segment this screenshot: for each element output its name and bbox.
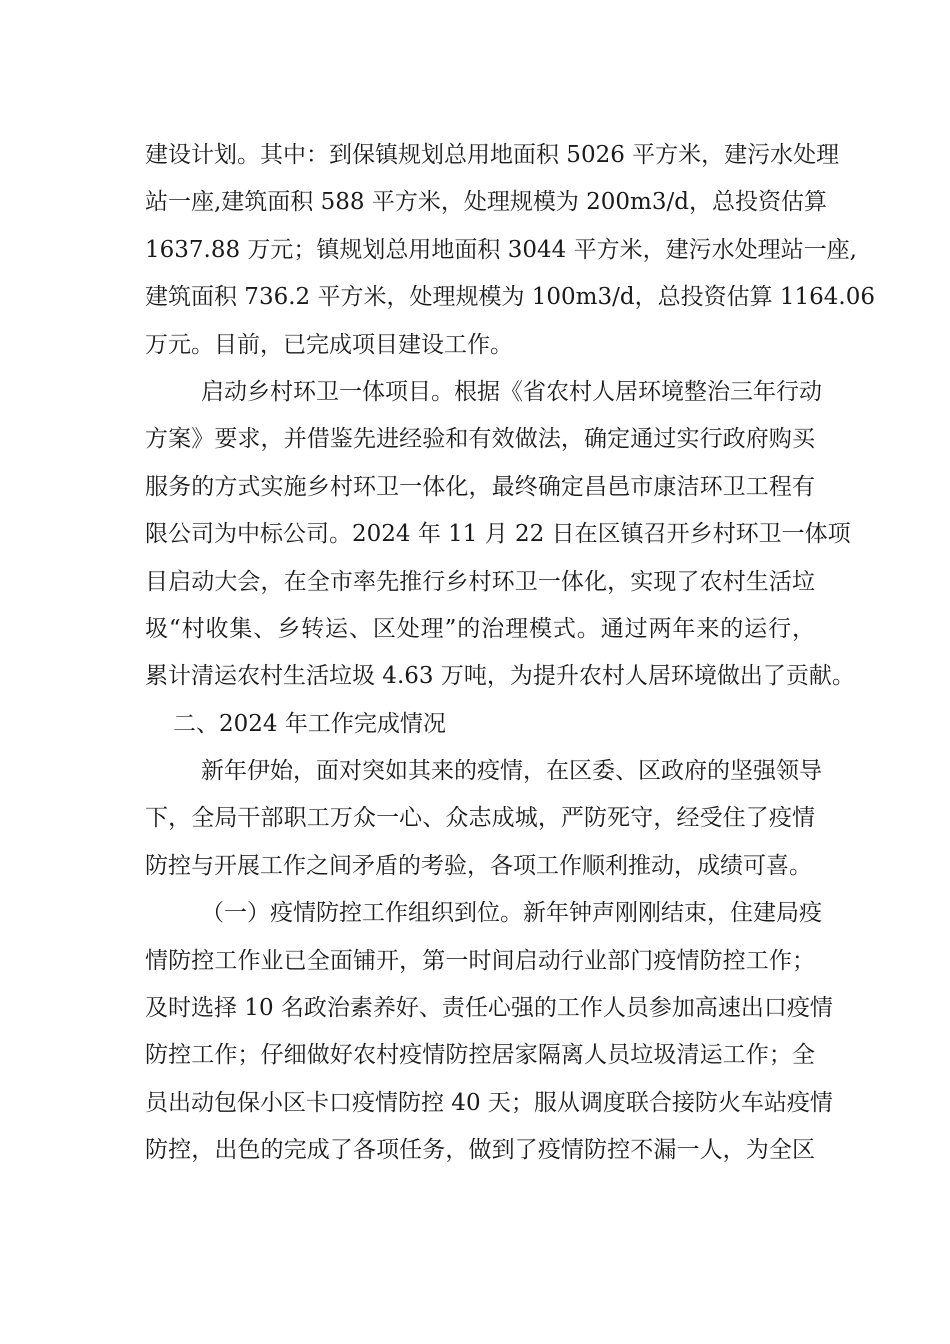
- text-line: 累计清运农村生活垃圾 4.63 万吨，为提升农村人居环境做出了贡献。: [145, 663, 855, 690]
- text-line: 万元。目前，已完成项目建设工作。: [145, 331, 513, 358]
- text-line: 防控，出色的完成了各项任务，做到了疫情防控不漏一人，为全区: [145, 1137, 815, 1164]
- text-line: 下，全局干部职工万众一心、众志成城，严防死守，经受住了疫情: [145, 805, 815, 832]
- text-line: 新年伊始，面对突如其来的疫情，在区委、区政府的坚强领导: [201, 758, 822, 785]
- text-line: 目启动大会，在全市率先推行乡村环卫一体化，实现了农村生活垃: [145, 568, 815, 595]
- text-line: 站一座,建筑面积 588 平方米，处理规模为 200m3/d，总投资估算: [145, 189, 827, 216]
- text-line: 防控与开展工作之间矛盾的考验，各项工作顺利推动，成绩可喜。: [145, 852, 812, 879]
- text-line: 情防控工作业已全面铺开，第一时间启动行业部门疫情防控工作；: [145, 947, 815, 974]
- text-line: 及时选择 10 名政治素养好、责任心强的工作人员参加高速出口疫情: [145, 995, 833, 1022]
- text-line: 服务的方式实施乡村环卫一体化，最终确定昌邑市康洁环卫工程有: [145, 473, 815, 500]
- text-line: 圾“村收集、乡转运、区处理”的治理模式。通过两年来的运行，: [145, 615, 815, 642]
- paragraph-project-construction: [145, 132, 876, 369]
- paragraph-sanitation-project: [145, 369, 855, 701]
- text-line: 员出动包保小区卡口疫情防控 40 天；服从调度联合接防火车站疫情: [145, 1089, 833, 1116]
- paragraph-new-year-overview: [145, 748, 822, 890]
- text-line: 启动乡村环卫一体项目。根据《省农村人居环境整治三年行动: [201, 378, 822, 405]
- text-line: 限公司为中标公司。2024 年 11 月 22 日在区镇召开乡村环卫一体项: [145, 521, 851, 548]
- section-heading: [145, 701, 815, 748]
- document-body: [145, 132, 876, 1175]
- text-line: 建筑面积 736.2 平方米，处理规模为 100m3/d，总投资估算 1164.06: [145, 284, 876, 311]
- text-line: 方案》要求，并借鉴先进经验和有效做法，确定通过实行政府购买: [145, 426, 815, 453]
- text-line: （一）疫情防控工作组织到位。新年钟声刚刚结束，住建局疫: [201, 900, 822, 927]
- text-line: 防控工作；仔细做好农村疫情防控居家隔离人员垃圾清运工作；全: [145, 1042, 815, 1069]
- section-heading-text: 二、2024 年工作完成情况: [173, 710, 446, 737]
- paragraph-epidemic-prevention: [145, 890, 833, 1174]
- text-line: 1637.88 万元；镇规划总用地面积 3044 平方米，建污水处理站一座,: [145, 236, 857, 263]
- text-line: 建设计划。其中：到保镇规划总用地面积 5026 平方米，建污水处理: [145, 142, 840, 168]
